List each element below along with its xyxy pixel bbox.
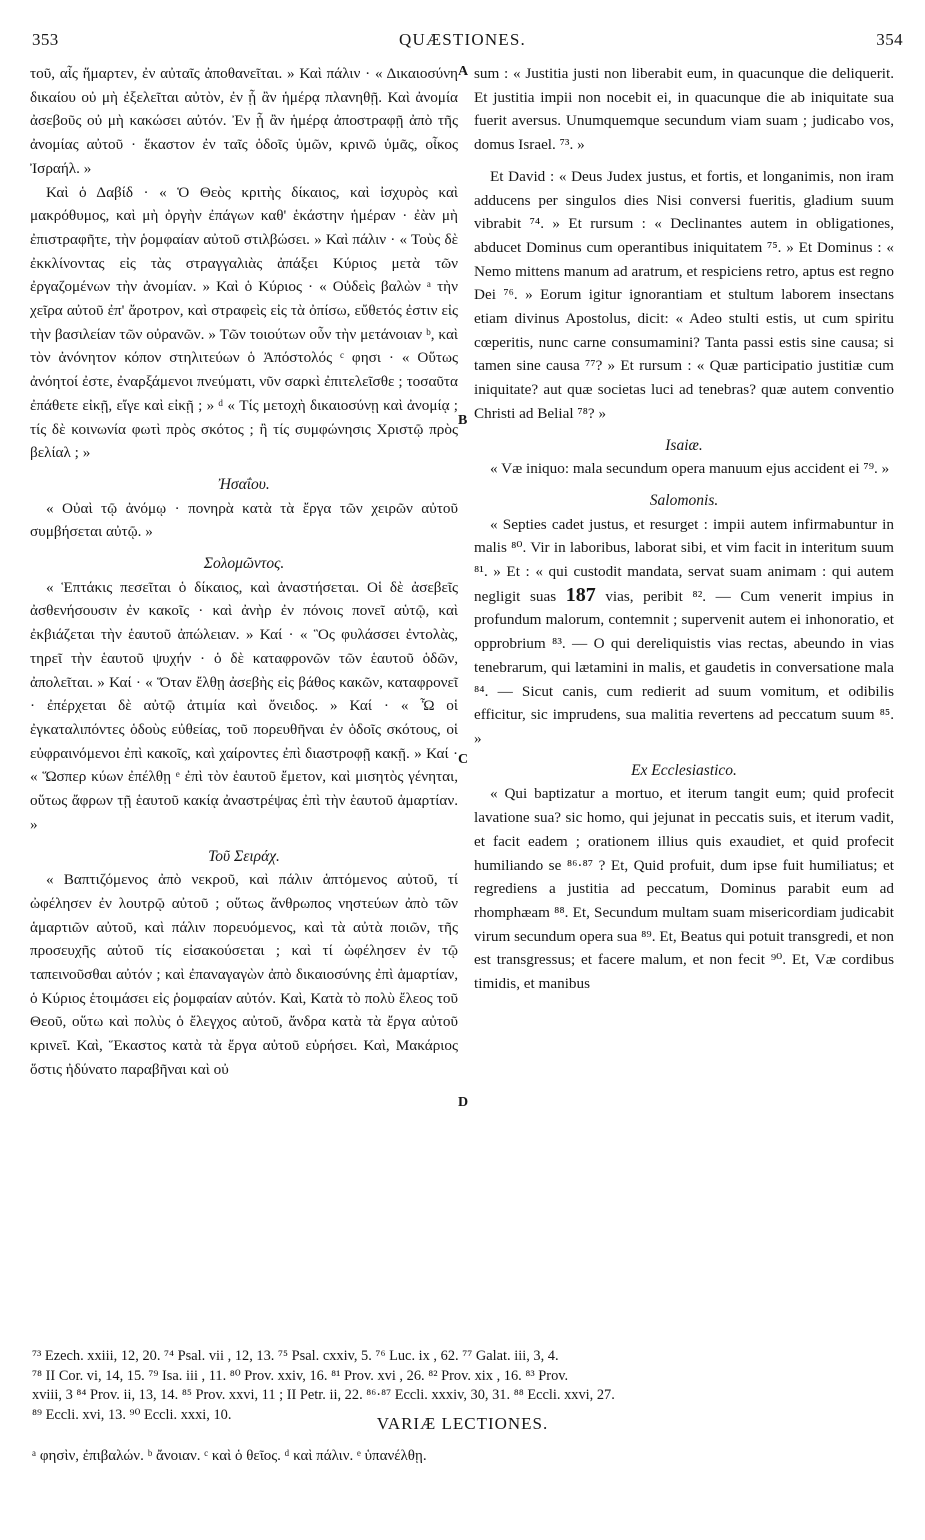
section-heading: Ἠσαΐου. [218,475,270,493]
latin-paragraph [474,513,894,751]
greek-paragraph: « Οὐαὶ τῷ ἀνόμῳ · πονηρὰ κατὰ τὰ ἔργα τῶν χειρῶν αὐτοῦ συμβήσεται αὐτῷ. » [30,499,458,541]
latin-column [474,62,894,996]
column-number: 187 [565,583,596,606]
footnote-line: xviii, 3 ⁸⁴ Prov. ii, 13, 14. ⁸⁵ Prov. xxvi, 11 ; II Petr. ii, 22. ⁸⁶·⁸⁷ Eccli. xxxiv, 30, 31. ⁸⁸ Eccli. xxvi, 27. [32,1387,615,1404]
footnote-line: ⁷³ Ezech. xxiii, 12, 20. ⁷⁴ Psal. vii , 12, 13. ⁷⁵ Psal. cxxiv, 5. ⁷⁶ Luc. ix , 62. ⁷⁷ Galat. iii, 3, 4. [32,1348,559,1364]
section-heading: Ex Ecclesiastico. [631,761,737,779]
greek-paragraph: « Ἑπτάκις πεσεῖται ὁ δίκαιος, καὶ ἀναστήσεται. Οἱ δὲ ἀσεβεῖς ἀσθενήσουσιν ἐν κακοῖς · καὶ ἀνὴρ ἐν πόνοις πονεῖ αὑτῷ, καὶ ἐκβιάζεται τὴν ἑαυτοῦ ἀπώλειαν. » Καί · « Ὃς φυλάσσει ἐντολὰς, τηρεῖ τὴν ἑαυτοῦ ψυχήν · ὁ δὲ καταφρονῶν τῶν ἑαυτοῦ ὁδῶν, ἀπολεῖται. » Καί · « Ὅταν ἔλθῃ ἀσεβὴς εἰς βάθος κακῶν, καταφρονεῖ · ἐπέρχεται δὲ αὐτῷ ἀτιμία καὶ ὄνειδος. » Καί · « Ὦ οἱ ἐγκαταλιπόντες ὁδοὺς εὐθείας, τοῦ πορευθῆναι ἐν ὁδοῖς σκότους, οἱ εὐφραινόμενοι ἐπὶ κακοῖς, καὶ χαίροντες ἐπὶ διαστροφῇ κακῇ. » Καί · « Ὥσπερ κύων ἐπέλθῃ ᵉ ἐπὶ τὸν ἑαυτοῦ ἔμετον, καὶ μισητὸς γένηται, οὕτως ἄφρων τῇ ἑαυτοῦ κακίᾳ ἀναστρέψας ἐπὶ τὴν ἑαυτοῦ ἁμαρτίαν. » [30,578,458,833]
margin-letter-a: A [458,64,469,79]
section-heading: Isaiæ. [665,436,703,454]
margin-letter-d: D [458,1095,469,1110]
section-heading: Σολομῶντος. [203,555,285,573]
running-title: QUÆSTIONES. [398,30,526,49]
latin-paragraph: Et David : « Deus Judex justus, et fortis, et longanimis, non iram adducens per singulos dies Nisi conversi fueritis, gladium suum vibrabit ⁷⁴. » Et rursum : « Declinantes autem in obligationes, abducet Dominus cum operantibus iniquitatem ⁷⁵. » Et Dominus : « Nemo mittens manum ad aratrum, et respiciens retro, aptus est regno Dei ⁷⁶. » Eorum igitur ignorantiam et stultum laborem insectans etiam divinus Apostolus, dicit: « Adeo stulti estis, ut cum spiritu cœperitis, nunc carne consumamini? Tanta passi estis sine causa; si tamen sine causa ⁷⁷? » Et rursum : « Quæ participatio justitiæ cum iniquitate? aut quæ societas luci ad tenebras? quæ autem conventio Christi ad Belial ⁷⁸? » [474,167,894,422]
latin-text: « Septies cadet justus, et resurget : impii autem infirmabuntur in malis ⁸⁰. Vir in laboribus, laborat sibi, et vim facit in interitum suum ⁸¹. » Et : « qui custodit mandata, servat suam animam : qui autem negligit suas [474,515,894,605]
margin-letter-b: B [458,413,468,428]
latin-paragraph: « Væ iniquo: mala secundum opera manuum ejus accident ei ⁷⁹. » [490,460,890,478]
variae-title: VARIÆ LECTIONES. [376,1414,549,1433]
variae-text: ᵃ φησὶν, ἐπιβαλών. ᵇ ἄνοιαν. ᶜ καὶ ὁ θεῖος. ᵈ καὶ πάλιν. ᵉ ὑπανέλθῃ. [32,1448,427,1464]
section-heading: Salomonis. [649,491,719,509]
latin-text: vias, peribit ⁸². — Cum venerit impius in profundum malorum, contemnit ; supervenit autem ei inhonoratio, et opprobrium ⁸³. — O qui dereliquistis vias rectas, abeundo in vias tenebrarum, qui lætamini in malis, et gaudetis in conversatione mala ⁸⁴. — Sicut canis, cum redierit ad suum vomitum, et odibilis efficitur, sic imprudens, sua malitia revertens ad peccatum suum ⁸⁵. » [474,587,895,747]
page-number-left: 353 [32,30,59,49]
greek-paragraph: « Βαπτιζόμενος ἀπὸ νεκροῦ, καὶ πάλιν ἁπτόμενος αὐτοῦ, τί ὠφέλησεν ἐν λουτρῷ αὐτοῦ ; οὕτως ἄνθρωπος νηστεύων ἀπὸ τῶν ἁμαρτιῶν αὐτοῦ, καὶ πάλιν πορευόμενος, καὶ τὰ αὐτὰ ποιῶν, τῆς προσευχῆς αὐτοῦ τίς εἰσακούσεται ; καὶ τί ὠφέλησεν ἐν τῷ ταπεινοῦσθαι αὐτόν ; καὶ ἐπαναγαγὼν ἀπὸ δικαιοσύνης ἐπὶ ἁμαρτίαν, ὁ Κύριος ἑτοιμάσει εἰς ῥομφαίαν αὐτόν. Καὶ, Κατὰ τὸ πολὺ ἔλεος τοῦ Θεοῦ, οὕτω καὶ πολὺς ὁ ἔλεγχος αὐτοῦ, ἄνδρα κατὰ τὰ ἔργα αὐτοῦ κρινεῖ. Καὶ, Ἕκαστος κατὰ τὰ ἔργα αὐτοῦ εὑρήσει. Καὶ, Μακάριος ὅστις ἠδύνατο παραβῆναι καὶ οὐ [30,871,458,1078]
page-number-right: 354 [876,30,903,49]
footnote-line: ⁸⁹ Eccli. xvi, 13. ⁹⁰ Eccli. xxxi, 10. [32,1406,232,1423]
latin-paragraph: sum : « Justitia justi non liberabit eum, in quacunque die deliquerit. Et justitia impii non nocebit ei, in quacunque die ab iniquitate sua fuerit aversus. Unumquemque secundum viam suam ; judicabo vos, domus Israel. ⁷³. » [474,65,894,154]
margin-letter-c: C [458,752,469,767]
greek-paragraph: τοῦ, αἷς ἥμαρτεν, ἐν αὐταῖς ἀποθανεῖται. » Καὶ πάλιν · « Δικαιοσύνη δικαίου οὐ μὴ ἐξελεῖται αὐτὸν, ἐν ᾗ ἂν ἡμέρᾳ πλανηθῇ. Καὶ ἀνομία ἀσεβοῦς οὐ μὴ κακώσει αὐτόν. Ἐν ᾗ ἂν ἡμέρᾳ ἀποστραφῇ ἀπὸ τῆς ἀνομίας αὐτοῦ · ἕκαστον ἐν ταῖς ὁδοῖς ὑμῶν, κρινῶ ὑμᾶς, οἶκος Ἰσραήλ. » [30,65,458,177]
section-heading: Τοῦ Σειράχ. [208,847,280,865]
latin-paragraph: « Qui baptizatur a mortuo, et iterum tangit eum; quid profecit lavatione sua? sic homo, qui jejunat in peccatis suis, et iterum vadit, et facit eadem ; orationem illius quis exaudiet, et quid profecit humiliando se ⁸⁶·⁸⁷ ? Et, Quid profuit, dum ipse fuit humiliatus; et regrediens a justitia ad peccatum, Dominus parabit eum ad rhomphæam ⁸⁸. Et, Secundum multam suam misericordiam judicabit virum secundum opera sua ⁸⁹. Et, Beatus qui potuit transgredi, et non est transgressus; et facere malum, et non fecit ⁹⁰. Et, Væ cordibus timidis, et manibus [474,785,894,993]
greek-column [30,62,458,1082]
footnote-line: ⁷⁸ II Cor. vi, 14, 15. ⁷⁹ Isa. iii , 11. ⁸⁰ Prov. xxiv, 16. ⁸¹ Prov. xvi , 26. ⁸² Prov. xix , 16. ⁸³ Prov. [32,1367,569,1384]
greek-paragraph: Καὶ ὁ Δαβίδ · « Ὁ Θεὸς κριτὴς δίκαιος, καὶ ἰσχυρὸς καὶ μακρόθυμος, καὶ μὴ ὀργὴν ἐπάγων καθ' ἑκάστην ἡμέραν · ἐὰν μὴ ἐπιστραφῆτε, τὴν ῥομφαίαν αὐτοῦ στιλβώσει. » Καὶ πάλιν · « Τοὺς δὲ ἐκκλίνοντας εἰς τὰς στραγγαλιὰς ἀπάξει Κύριος μετὰ τῶν ἐργαζομένων τὴν ἀνομίαν. » Καὶ ὁ Κύριος · « Οὐδεὶς βαλὼν ᵃ τὴν χεῖρα αὐτοῦ ἐπ' ἄροτρον, καὶ στραφεὶς εἰς τὰ ὀπίσω, εὔθετός ἐστιν εἰς τὴν βασιλείαν τῶν οὐρανῶν. » Τῶν τοιούτων οὖν τὴν μετάνοιαν ᵇ, καὶ τὸν ἀνόνητον κόπον στηλιτεύων ὁ Ἀπόστολός ᶜ φησι · « Οὕτως ἀνόητοί ἐστε, ἐναρξάμενοι πνεύματι, νῦν σαρκὶ ἐπιτελεῖσθε ; τοσαῦτα ἐπάθετε εἰκῇ, εἴγε καὶ εἰκῇ ; » ᵈ « Τίς μετοχὴ δικαιοσύνῃ καὶ ἀνομίᾳ ; τίς δὲ κοινωνία φωτὶ πρὸς σκότος ; ἢ τίς συμφώνησις Χριστῷ πρὸς βελίαλ ; » [30,183,458,462]
